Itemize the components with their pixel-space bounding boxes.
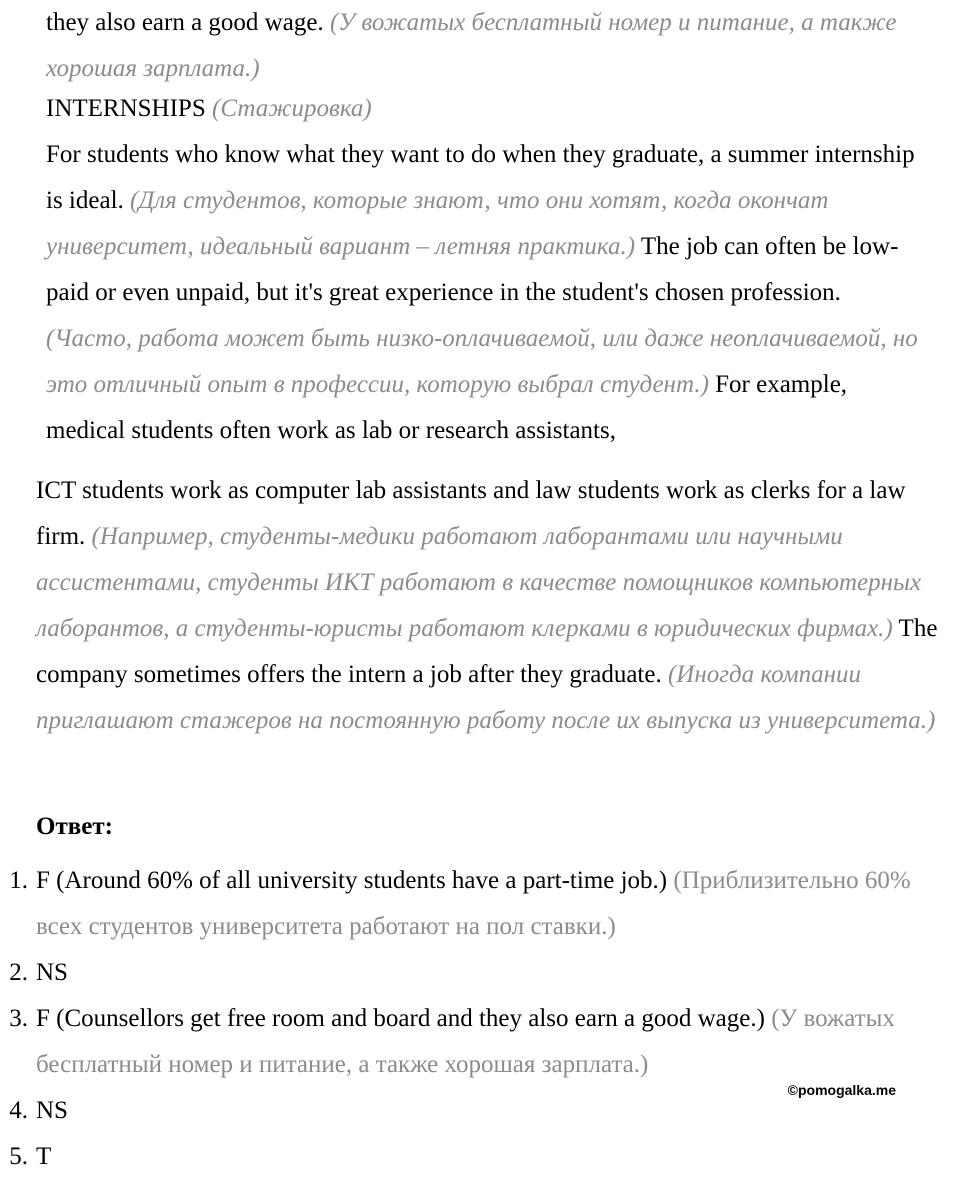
english-text: The company sometimes offers the intern a job after they graduate. — [36, 615, 938, 688]
paragraph-examples — [36, 468, 946, 744]
russian-translation: (Например, студенты-медики работают лаборантами или научными ассистентами, студенты ИКТ работают в качестве помощников компьютерных лаборантов, а студенты-юристы работают клерками в юридических фирмах.) — [36, 523, 922, 642]
english-text: ICT students work as computer lab assistants and law students work as clerks for a law firm. — [36, 477, 906, 550]
answer-number: 3. — [9, 1005, 28, 1032]
russian-translation: (Иногда компании приглашают стажеров на постоянную работу после их выпуска из университета.) — [36, 661, 936, 734]
english-text: For example, medical students often work as lab or research assistants, — [46, 371, 848, 444]
english-text: INTERNSHIPS — [46, 95, 212, 122]
answer-number: 5. — [9, 1143, 28, 1170]
site-watermark: ©pomogalka.me — [787, 1082, 896, 1098]
answer-number: 4. — [9, 1097, 28, 1124]
paragraph-internships — [46, 132, 926, 454]
answer-list — [0, 858, 916, 1180]
answer-text: F (Around 60% of all university students have a part-time job.) — [36, 867, 674, 894]
answer-item — [0, 1088, 916, 1134]
russian-translation: (Стажировка) — [212, 95, 372, 122]
answer-translation: (Приблизительно 60% всех студентов университета работают на пол ставки.) — [36, 867, 911, 940]
english-text: The job can often be low-paid or even unpaid, but it's great experience in the student's chosen profession. — [46, 233, 899, 306]
answer-item — [0, 950, 916, 996]
answer-heading: Ответ: — [36, 813, 113, 840]
answer-text: T — [36, 1143, 52, 1170]
answer-number: 1. — [9, 867, 28, 894]
section-title-internships — [46, 86, 946, 132]
english-text: they also earn a good wage. — [46, 9, 330, 36]
paragraph-continuation — [46, 0, 946, 92]
answer-number: 2. — [9, 959, 28, 986]
answer-translation: (У вожатых бесплатный номер и питание, а также хорошая зарплата.) — [36, 1005, 895, 1078]
russian-translation: (Для студентов, которые знают, что они хотят, когда окончат университет, идеальный вариант – летняя практика.) — [46, 187, 829, 260]
answer-item — [0, 1134, 916, 1180]
answer-text: NS — [36, 1097, 68, 1124]
english-text: For students who know what they want to do when they graduate, a summer internship is ideal. — [46, 141, 915, 214]
answer-text: NS — [36, 959, 68, 986]
answer-item — [0, 858, 916, 950]
answer-item — [0, 996, 916, 1088]
russian-translation: (У вожатых бесплатный номер и питание, а также хорошая зарплата.) — [46, 9, 897, 82]
russian-translation: (Часто, работа может быть низко-оплачиваемой, или даже неоплачиваемой, но это отличный опыт в профессии, которую выбрал студент.) — [46, 325, 918, 398]
answer-text: F (Counsellors get free room and board and they also earn a good wage.) — [36, 1005, 772, 1032]
